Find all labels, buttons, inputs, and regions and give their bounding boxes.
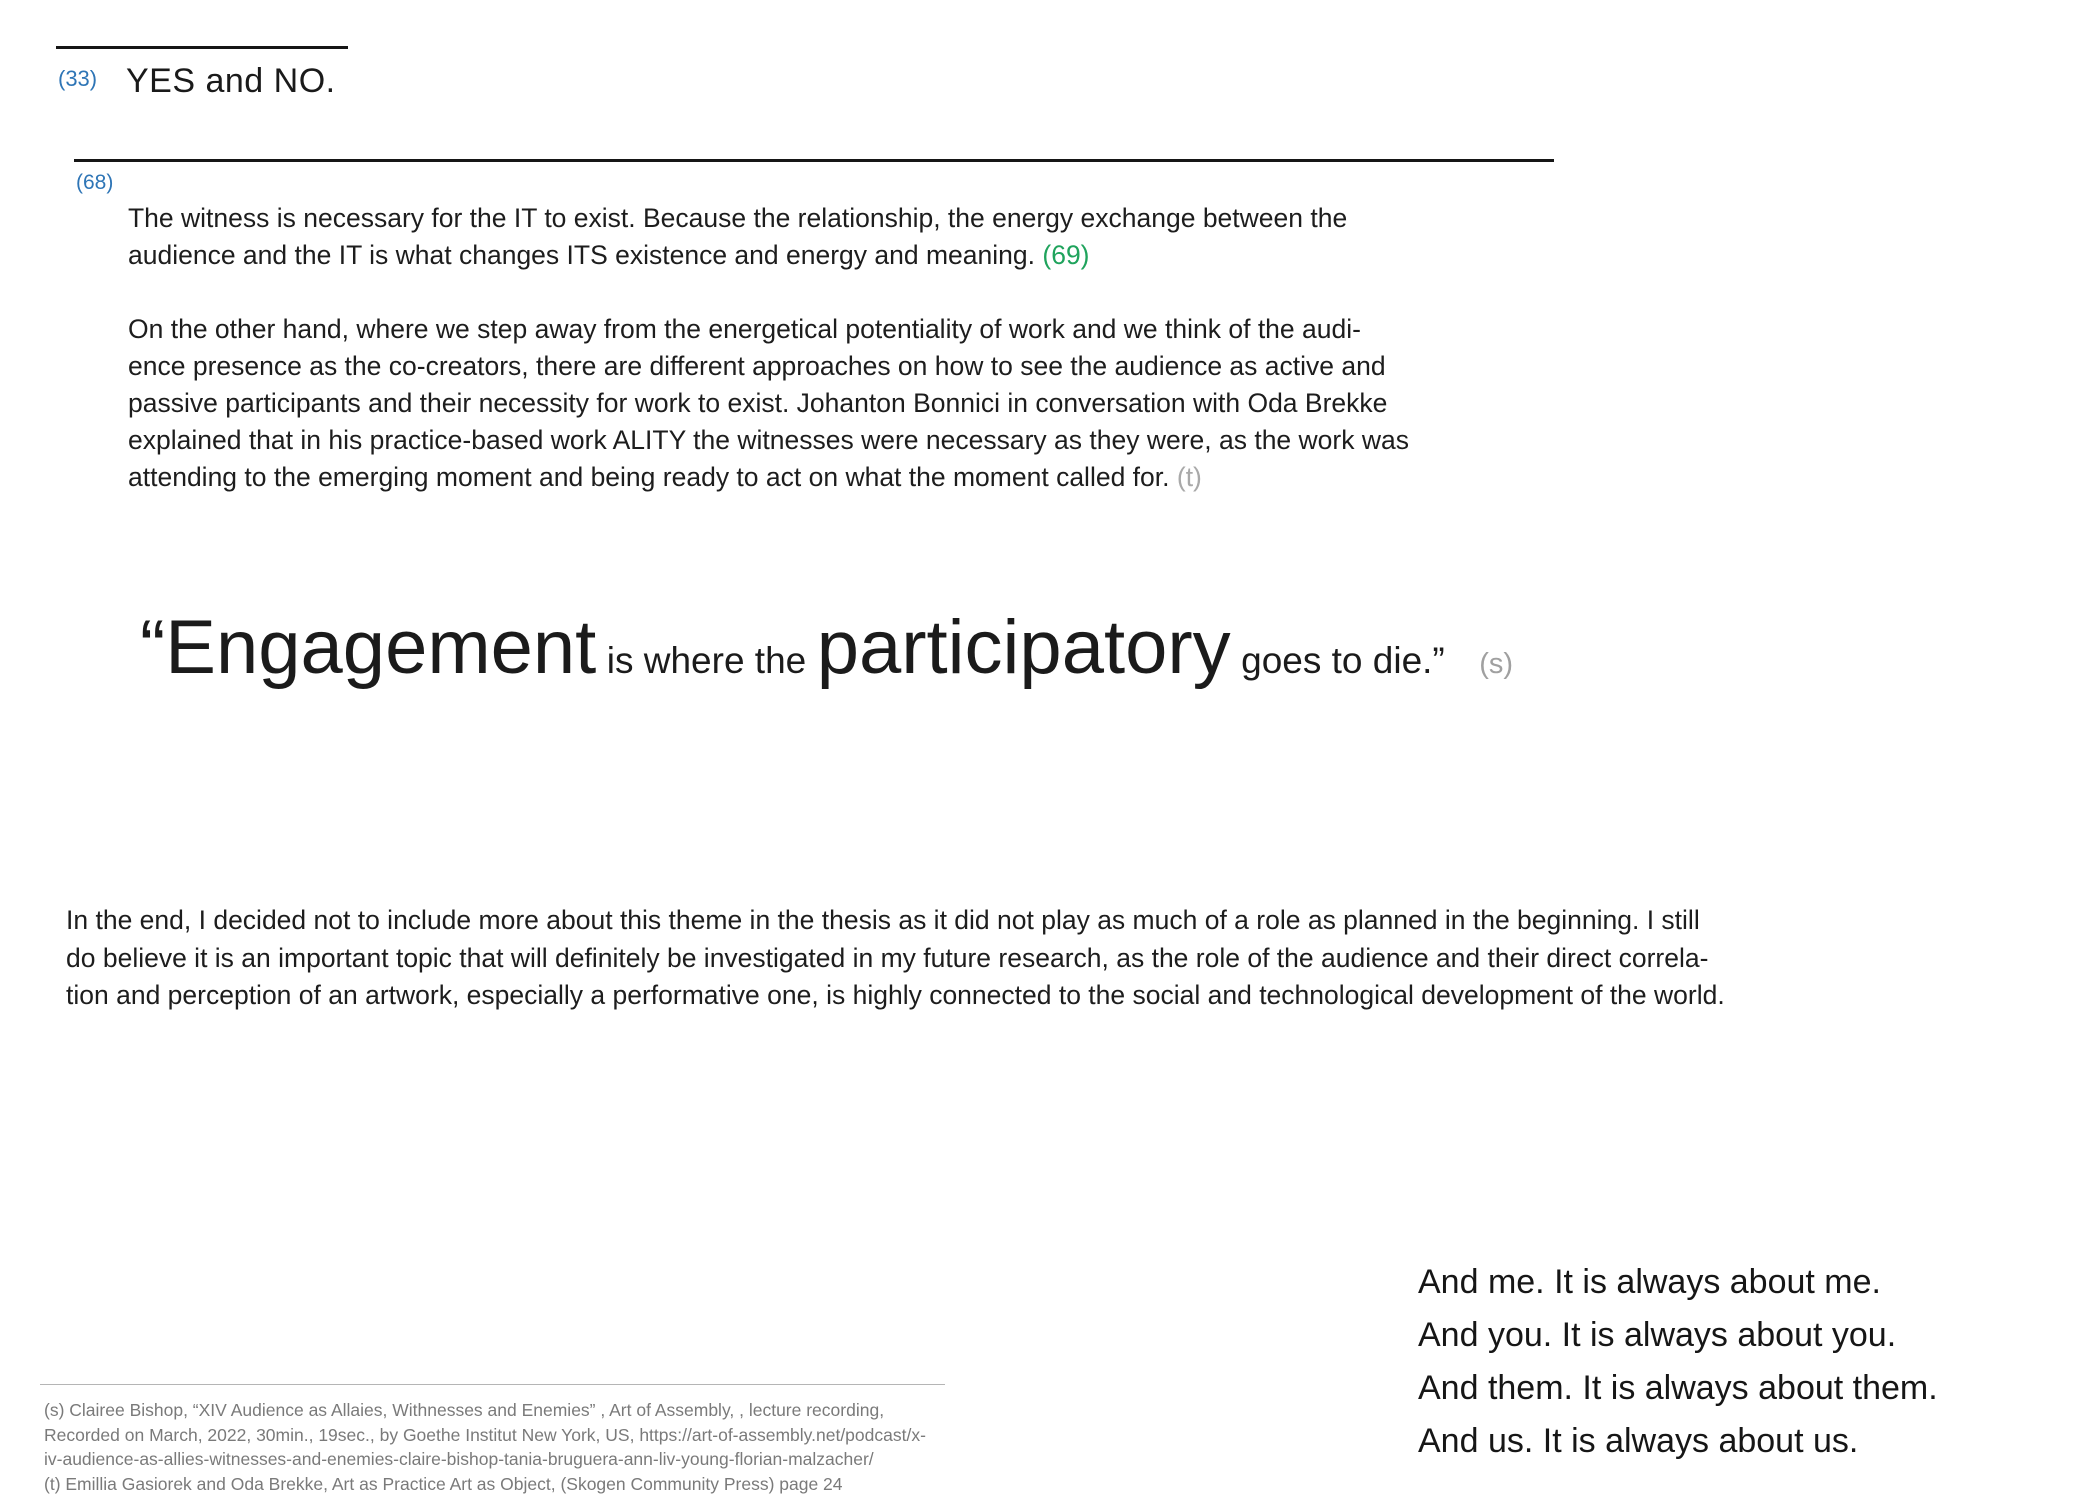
poem-block xyxy=(1418,1256,1938,1468)
pull-quote xyxy=(140,604,1513,691)
quote-word-participatory: participatory xyxy=(816,605,1231,690)
footnote-ref-69: (69) xyxy=(1042,240,1090,270)
text-line: passive participants and their necessity for work to exist. Johanton Bonnici in conversation with Oda Brekke xyxy=(128,388,1388,418)
paragraph-conclusion xyxy=(66,902,1725,1015)
text-line: tion and perception of an artwork, especially a performative one, is highly connected to the social and technological development of the world. xyxy=(66,980,1725,1010)
text-line: On the other hand, where we step away from the energetical potentiality of work and we think of the audi- xyxy=(128,314,1361,344)
quote-connector-text: is where the xyxy=(606,640,807,681)
quote-ending-text: goes to die.” xyxy=(1241,640,1445,681)
quote-word-engagement: “Engagement xyxy=(140,605,597,690)
text-line-fragment: attending to the emerging moment and being ready to act on what the moment called for. xyxy=(128,462,1170,492)
text-line: explained that in his practice-based work ALITY the witnesses were necessary as they were, as the work was xyxy=(128,425,1409,455)
footnote-ref-s: (s) xyxy=(1479,648,1514,680)
poem-line: And them. It is always about them. xyxy=(1418,1369,1938,1407)
footnote-line: (t) Emillia Gasiorek and Oda Brekke, Art as Practice Art as Object, (Skogen Community Press) page 24 xyxy=(44,1473,843,1494)
poem-line: And me. It is always about me. xyxy=(1418,1263,1881,1301)
poem-line: And us. It is always about us. xyxy=(1418,1422,1859,1460)
top-rule xyxy=(56,46,348,49)
poem-line: And you. It is always about you. xyxy=(1418,1316,1897,1354)
footnote-ref-t: (t) xyxy=(1176,462,1202,492)
footnote-rule xyxy=(40,1384,945,1385)
footnotes-block xyxy=(44,1398,926,1496)
footnote-line: Recorded on March, 2022, 30min., 19sec., by Goethe Institut New York, US, https://art-of-assembly.net/podcast/x- xyxy=(44,1424,926,1445)
text-line: ence presence as the co-creators, there are different approaches on how to see the audience as active and xyxy=(128,351,1386,381)
footnote-line: (s) Clairee Bishop, “XIV Audience as Allaies, Withnesses and Enemies” , Art of Assembly, , lecture recording, xyxy=(44,1400,885,1420)
text-line: do believe it is an important topic that will definitely be investigated in my future research, as the role of the audience and their direct correla- xyxy=(66,942,1709,973)
section-ref-68: (68) xyxy=(76,171,114,194)
text-line: The witness is necessary for the IT to exist. Because the relationship, the energy exchange between the xyxy=(128,203,1348,233)
text-line xyxy=(128,459,1409,496)
section-rule xyxy=(74,159,1554,162)
paragraph-witness xyxy=(128,200,1347,274)
section-heading: YES and NO. xyxy=(126,62,336,100)
text-line xyxy=(128,237,1347,274)
footnote-line: iv-audience-as-allies-witnesses-and-enemies-claire-bishop-tania-bruguera-ann-liv-young-florian-malzacher/ xyxy=(44,1449,874,1469)
paragraph-other-hand xyxy=(128,311,1409,496)
page-ref-33: (33) xyxy=(58,66,98,91)
text-line: In the end, I decided not to include more about this theme in the thesis as it did not play as much of a role as planned in the beginning. I still xyxy=(66,905,1700,935)
text-line-fragment: audience and the IT is what changes ITS existence and energy and meaning. xyxy=(128,240,1035,270)
